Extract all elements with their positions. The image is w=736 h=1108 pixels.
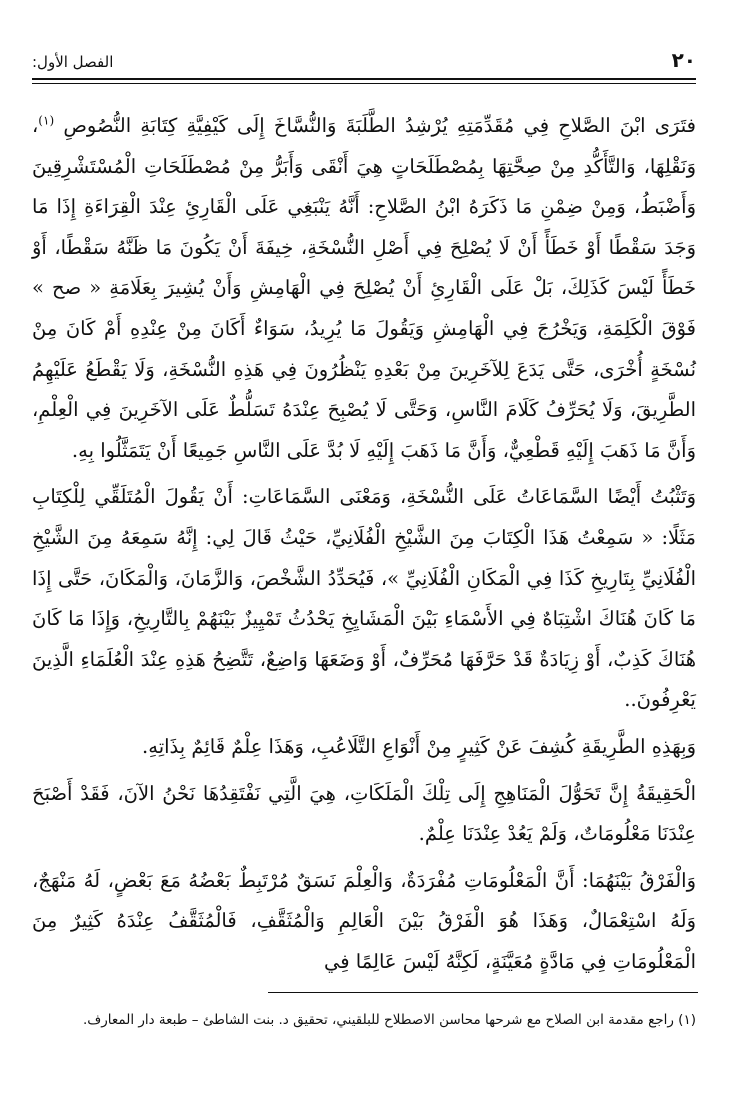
paragraph-samaat: وَتَثْبُتُ أَيْضًا السَّمَاعَاتُ عَلَى النُّسْخَةِ، وَمَعْنَى السَّمَاعَاتِ: أَنْ يَقُولَ الْمُتَلَقِّي لِلْكِتَابِ مَثَلًا: « سَمِعْتُ هَذَا الْكِتَابَ مِنَ الشَّيْخِ الْفُلَانِيِّ، حَيْثُ قَالَ لِي: إِنَّهُ سَمِعَهُ مِنَ الشَّيْخِ الْفُلَانِيِّ بِتَارِيخِ كَذَا فِي الْمَكَانِ الْفُلَانِيِّ »، فَيُحَدِّدُ الشَّخْصَ، وَالزَّمَانَ، وَالْمَكَانَ، حَتَّى إِذَا مَا كَانَ هُنَاكَ اشْتِبَاهٌ فِي الأَسْمَاءِ بَيْنَ الْمَشَايِخِ يَحْدُثُ تَمْيِيزٌ بَيْنَهُمْ بِالتَّارِيخِ، وَإِذَا مَا كَانَ هُنَاكَ كَذِبٌ، أَوْ زِيَادَةٌ قَدْ حَرَّفَهَا مُحَرِّفٌ، أَوْ وَضَعَهَا وَاضِعٌ، تَتَّضِحُ هَذِهِ عِنْدَ الْعُلَمَاءِ الَّذِينَ يَعْرِفُونَ.. [32,485,696,712]
header-rule [32,78,696,84]
paragraph-text: فتَرَى ابْنَ الصَّلاحِ فِي مُقَدِّمَتِهِ يُرْشِدُ الطَّلَبَةَ وَالنُّسَّاخَ إِلَى كَيْفِيَّةِ كِتَابَةِ النُّصُوصِ [54,114,696,137]
footnote-reference: (١) [38,113,55,128]
page-number: ٢٠ [671,48,696,72]
body-text [32,106,696,982]
page-header [32,40,696,74]
chapter-running-head: الفصل الأول: [32,53,114,71]
footnote: (١) راجع مقدمة ابن الصلاح مع شرحها محاسن الاصطلاح للبلقيني، تحقيق د. بنت الشاطئ – طبعة دار المعارف. [82,1012,696,1028]
paragraph-tariqa: وَبِهَذِهِ الطَّرِيقَةِ كُشِفَ عَنْ كَثِيرٍ مِنْ أَنْوَاعِ التَّلَاعُبِ، وَهَذَا عِلْمٌ قَائِمٌ بِذَاتِهِ. [142,734,696,758]
paragraph-ibn-salah [32,106,696,471]
paragraph-haqiqa: الْحَقِيقَةُ إِنَّ تَحَوُّلَ الْمَنَاهِجِ إِلَى تِلْكَ الْمَلَكَاتِ، هِيَ الَّتِي نَفْتَقِدُهَا نَحْنُ الآنَ، فَقَدْ أَصْبَحَ عِنْدَنَا مَعْلُومَاتٌ، وَلَمْ يَعُدْ عِنْدَنَا عِلْمٌ. [32,781,696,846]
paragraph-text: ، وَنَقْلِهَا، وَالتَّأَكُّدِ مِنْ صِحَّتِهَا بِمُصْطَلَحَاتٍ هِيَ أَنْقَى وَأَبَرُّ مِنْ مُصْطَلَحَاتِ الْمُسْتَشْرِقِينَ وَأَضْبَطُ، وَمِنْ ضِمْنِ مَا ذَكَرَهُ ابْنُ الصَّلاحِ: أَنَّهُ يَنْبَغِي عَلَى الْقَارِئِ عِنْدَ الْقِرَاءَةِ إِذَا مَا وَجَدَ سَقْطًا أَوْ خَطَأً أَنْ لَا يُصْلِحَ فِي أَصْلِ النُّسْخَةِ، خِيفَةَ أَنْ يَكُونَ مَا ظَنَّهُ سَقْطًا، أَوْ خَطَأً لَيْسَ كَذَلِكَ، بَلْ عَلَى الْقَارِئِ أَنْ يُصْلِحَ فِي الْهَامِشِ وَأَنْ يُشِيرَ بِعَلَامَةِ « صح » فَوْقَ الْكَلِمَةِ، وَيَخْرُجَ فِي الْهَامِشِ وَيَقُولَ مَا يُرِيدُ، سَوَاءٌ أَكَانَ مِنْ عِنْدِهِ أَمْ كَانَ مِنْ نُسْخَةٍ أُخْرَى، حَتَّى يَدَعَ لِلآخَرِينَ مِنْ بَعْدِهِ يَنْظُرُونَ فِي هَذِهِ النُّسْخَةِ، وَلَا يَقْطَعُ عَلَيْهِمُ الطَّرِيقَ، وَلَا يُحَرِّفُ كَلَامَ النَّاسِ، وَحَتَّى لَا يُصْبِحَ عِنْدَهُ تَسَلُّطٌ عَلَى الآخَرِينَ فِي الْعِلْمِ، وَأَنَّ مَا ذَهَبَ إِلَيْهِ قَطْعِيٌّ، وَأَنَّ مَا ذَهَبَ إِلَيْهِ لَا بُدَّ عَلَى النَّاسِ جَمِيعًا أَنْ يَتَمَثَّلُوا بِهِ. [32,114,696,462]
paragraph-farq: وَالْفَرْقُ بَيْنَهُمَا: أَنَّ الْمَعْلُومَاتِ مُفْرَدَةٌ، وَالْعِلْمَ نَسَقٌ مُرْتَبِطٌ بَعْضُهُ مَعَ بَعْضٍ، لَهُ مَنْهَجٌ، وَلَهُ اسْتِعْمَالٌ، وَهَذَا هُوَ الْفَرْقُ بَيْنَ الْعَالِمِ وَالْمُثَقَّفِ، فَالْمُثَقَّفُ عِنْدَهُ كَثِيرٌ مِنَ الْمَعْلُومَاتِ فِي مَادَّةٍ مُعَيَّنَةٍ، لَكِنَّهُ لَيْسَ عَالِمًا فِي [32,868,696,973]
footnote-rule [268,992,698,993]
